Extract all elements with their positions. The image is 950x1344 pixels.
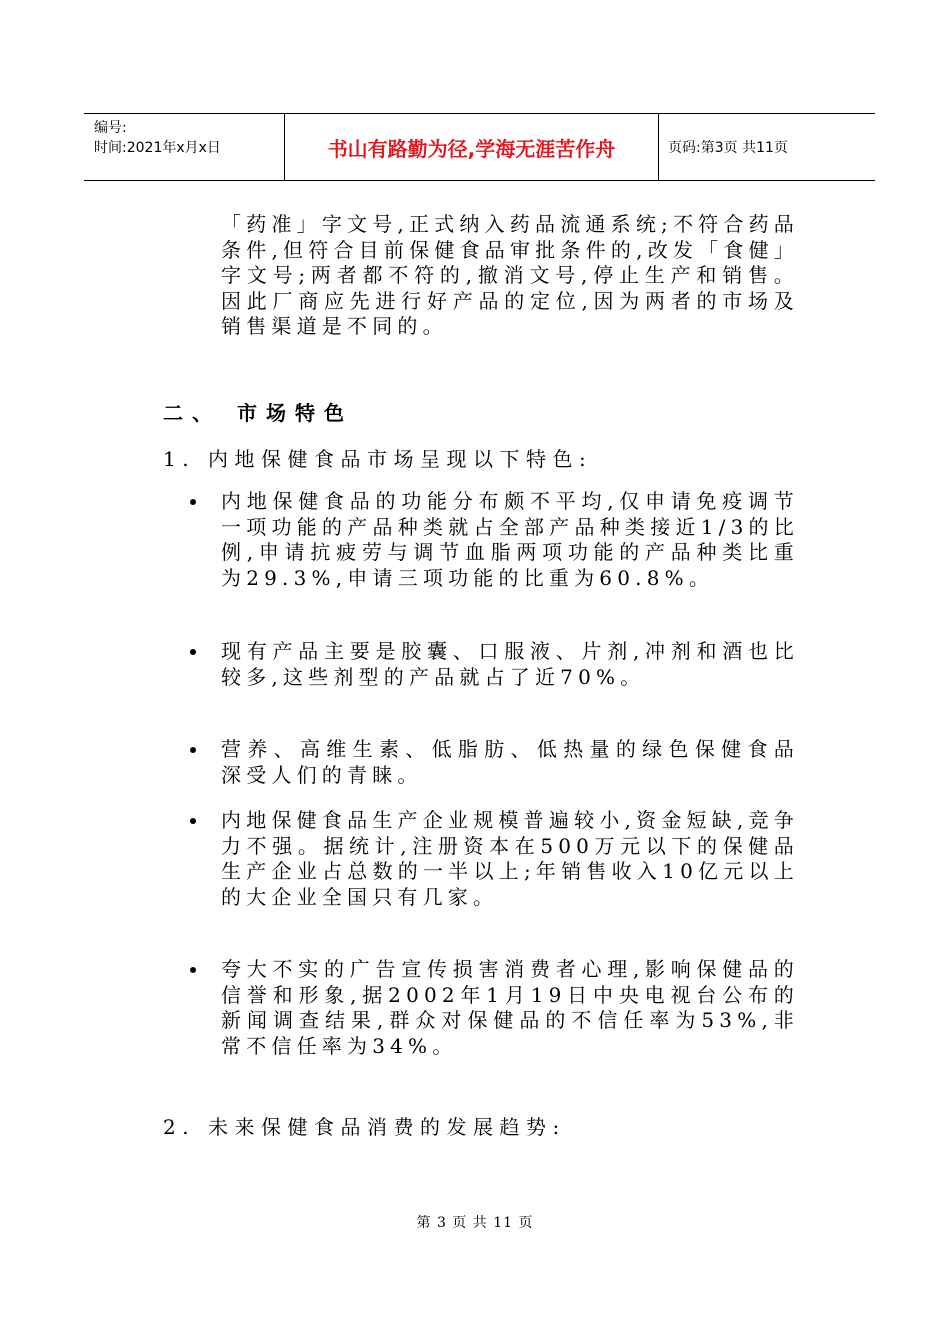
header-meta — [84, 114, 285, 180]
header-slogan: 书山有路勤为径,学海无涯苦作舟 — [285, 114, 659, 180]
header-number-label: 编号: — [94, 120, 127, 136]
bullet-text: 现有产品主要是胶囊、口服液、片剂,冲剂和酒也比较多,这些剂型的产品就占了近70%。 — [221, 639, 799, 689]
bullet-text: 夸大不实的广告宣传损害消费者心理,影响保健品的信誉和形象,据2002年1月19日中央电视台公布的新闻调查结果,群众对保健品的不信任率为53%,非常不信任率为34%。 — [221, 957, 799, 1058]
page-footer: 第 3 页 共 11 页 — [416, 1215, 534, 1231]
bullet-text: 内地保健食品生产企业规模普遍较小,资金短缺,竞争力不强。据统计,注册资本在500万元以下的保健品生产企业占总数的一半以上;年销售收入10亿元以上的大企业全国只有几家。 — [221, 808, 799, 909]
bullet-text: 营养、高维生素、低脂肪、低热量的绿色保健食品深受人们的青睐。 — [221, 737, 799, 787]
continuation-paragraph: 「药准」字文号,正式纳入药品流通系统;不符合药品条件,但符合目前保健食品审批条件的,改发「食健」字文号;两者都不符的,撤消文号,停止生产和销售。因此厂商应先进行好产品的定位,因为两者的市场及销售渠道是不同的。 — [221, 212, 799, 338]
bullet-dot-icon — [190, 649, 196, 655]
page-header — [84, 113, 875, 181]
header-time-label: 时间:2021年x月x日 — [94, 140, 221, 156]
subsection-1-heading: 1. 内地保健食品市场呈现以下特色: — [163, 447, 593, 471]
section-title: 二、 市场特色 — [163, 401, 353, 425]
bullet-text: 内地保健食品的功能分布颇不平均,仅申请免疫调节一项功能的产品种类就占全部产品种类接近1/3的比例,申请抗疲劳与调节血脂两项功能的产品种类比重为29.3%,申请三项功能的比重为60.8%。 — [221, 489, 799, 590]
header-page-info: 页码:第3页 共11页 — [668, 140, 788, 156]
bullet-dot-icon — [190, 499, 196, 505]
bullet-dot-icon — [190, 967, 196, 973]
bullet-dot-icon — [190, 747, 196, 753]
subsection-2-heading: 2. 未来保健食品消费的发展趋势: — [163, 1115, 566, 1139]
bullet-dot-icon — [190, 818, 196, 824]
